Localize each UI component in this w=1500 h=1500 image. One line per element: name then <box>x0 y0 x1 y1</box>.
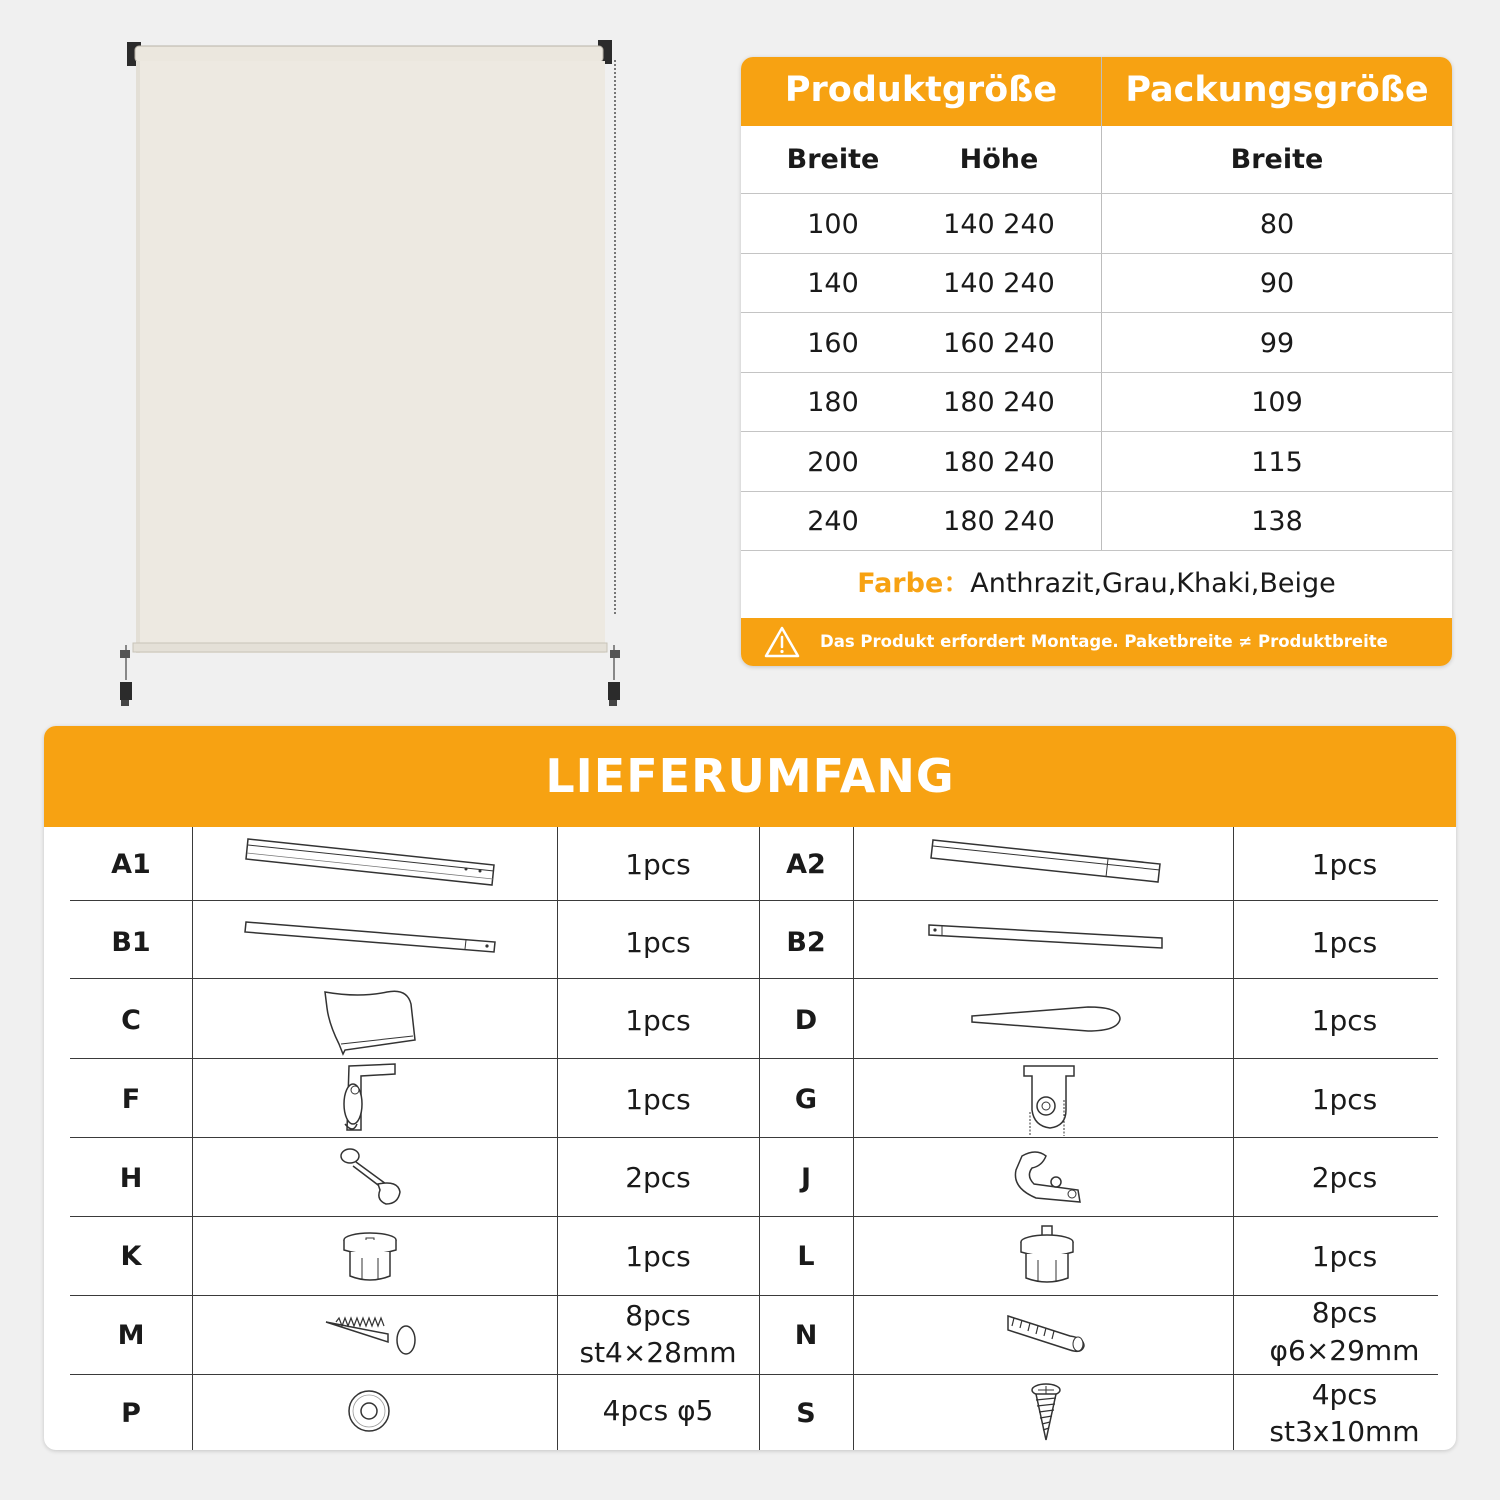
width-subheading: Breite <box>786 144 880 175</box>
washer-icon <box>346 1388 392 1434</box>
cover-cap-icon <box>319 984 419 1056</box>
item-quantity: 4pcs φ5 <box>602 1394 714 1427</box>
package-cell: 109 <box>1251 387 1303 418</box>
item-code: L <box>797 1241 815 1272</box>
end-plug-icon <box>340 1230 400 1286</box>
item-code: D <box>794 1005 818 1036</box>
row-divider <box>741 550 1452 551</box>
long-profile-rail-icon <box>242 831 502 891</box>
warning-text: Das Produkt erfordert Montage. Paketbreite ≠ Produktbreite <box>820 632 1388 651</box>
item-quantity: 2pcs <box>625 1161 691 1194</box>
wall-plug-icon <box>1004 1308 1090 1358</box>
grid-line <box>70 1137 1438 1138</box>
width-cell: 240 <box>807 506 859 537</box>
item-quantity: 8pcs <box>625 1299 691 1332</box>
item-code: N <box>794 1320 818 1351</box>
width-cell: 160 <box>807 328 859 359</box>
width-cell: 140 <box>807 268 859 299</box>
assembly-warning-bar <box>741 618 1452 666</box>
width-cell: 100 <box>807 209 859 240</box>
item-code: S <box>796 1398 816 1429</box>
wedge-strip-icon <box>968 1003 1124 1037</box>
height-cell: 160 240 <box>943 328 1055 359</box>
color-values: Anthrazit,Grau,Khaki,Beige <box>970 568 1336 599</box>
item-quantity: 1pcs <box>625 1083 691 1116</box>
item-code: J <box>800 1163 812 1194</box>
package-size-heading: Packungsgröße <box>1125 70 1429 110</box>
item-size: st3x10mm <box>1269 1415 1420 1448</box>
tube-rod-icon <box>240 916 502 956</box>
item-size: φ6×29mm <box>1269 1334 1420 1367</box>
height-cell: 180 240 <box>943 447 1055 478</box>
item-code: C <box>121 1005 141 1036</box>
chain-bracket-icon <box>1018 1060 1082 1138</box>
width-cell: 180 <box>807 387 859 418</box>
color-label: Farbe： <box>857 568 971 599</box>
item-quantity: 1pcs <box>1311 1004 1378 1037</box>
item-code: P <box>121 1398 141 1429</box>
grid-line <box>70 1216 1438 1217</box>
roller-blind-illustration <box>115 30 635 720</box>
tube-rod-icon <box>924 920 1170 954</box>
item-code: H <box>119 1163 143 1194</box>
grid-line <box>853 827 854 1450</box>
grid-line <box>70 900 1438 901</box>
item-quantity: 1pcs <box>1311 1083 1378 1116</box>
short-screw-icon <box>1028 1382 1064 1444</box>
grid-line <box>70 1374 1438 1375</box>
item-code: A2 <box>786 849 826 880</box>
long-profile-rail-icon <box>928 834 1168 886</box>
height-cell: 140 240 <box>943 209 1055 240</box>
item-code: K <box>120 1241 142 1272</box>
tension-hook-icon <box>336 1144 406 1210</box>
item-quantity: 2pcs <box>1311 1161 1378 1194</box>
grid-line <box>759 827 760 1450</box>
item-code: F <box>121 1084 141 1115</box>
grid-line <box>192 827 193 1450</box>
package-cell: 99 <box>1259 328 1295 359</box>
delivery-title: LIEFERUMFANG <box>545 749 955 803</box>
rod-clip-icon <box>1008 1146 1088 1208</box>
item-quantity: 1pcs <box>1311 848 1378 881</box>
package-width-subheading: Breite <box>1230 144 1324 175</box>
height-cell: 140 240 <box>943 268 1055 299</box>
screw-icon <box>322 1312 420 1360</box>
item-code: G <box>794 1084 818 1115</box>
item-code: B1 <box>111 927 151 958</box>
item-quantity: 8pcs <box>1311 1296 1378 1329</box>
item-quantity: 1pcs <box>625 926 691 959</box>
item-quantity: 1pcs <box>625 1004 691 1037</box>
size-table-header <box>741 57 1452 126</box>
item-code: B2 <box>786 927 826 958</box>
side-bracket-icon <box>335 1060 401 1136</box>
height-cell: 180 240 <box>943 506 1055 537</box>
item-code: A1 <box>111 849 151 880</box>
color-options <box>741 552 1452 615</box>
product-size-heading: Produktgröße <box>784 70 1058 110</box>
grid-line <box>70 1058 1438 1059</box>
item-size: st4×28mm <box>579 1336 737 1369</box>
height-subheading: Höhe <box>959 144 1039 175</box>
grid-line <box>70 978 1438 979</box>
height-cell: 180 240 <box>943 387 1055 418</box>
item-quantity: 4pcs <box>1311 1378 1378 1411</box>
pin-plug-icon <box>1016 1222 1078 1288</box>
item-quantity: 1pcs <box>1311 1240 1378 1273</box>
package-cell: 80 <box>1259 209 1295 240</box>
width-cell: 200 <box>807 447 859 478</box>
item-code: M <box>117 1320 145 1351</box>
delivery-header <box>44 726 1456 827</box>
warning-icon <box>763 625 801 659</box>
package-cell: 90 <box>1259 268 1295 299</box>
size-table-card <box>741 57 1452 666</box>
item-quantity: 1pcs <box>625 848 691 881</box>
package-cell: 138 <box>1251 506 1303 537</box>
delivery-scope-card <box>44 726 1456 1450</box>
package-cell: 115 <box>1251 447 1303 478</box>
item-quantity: 1pcs <box>625 1240 691 1273</box>
item-quantity: 1pcs <box>1311 926 1378 959</box>
